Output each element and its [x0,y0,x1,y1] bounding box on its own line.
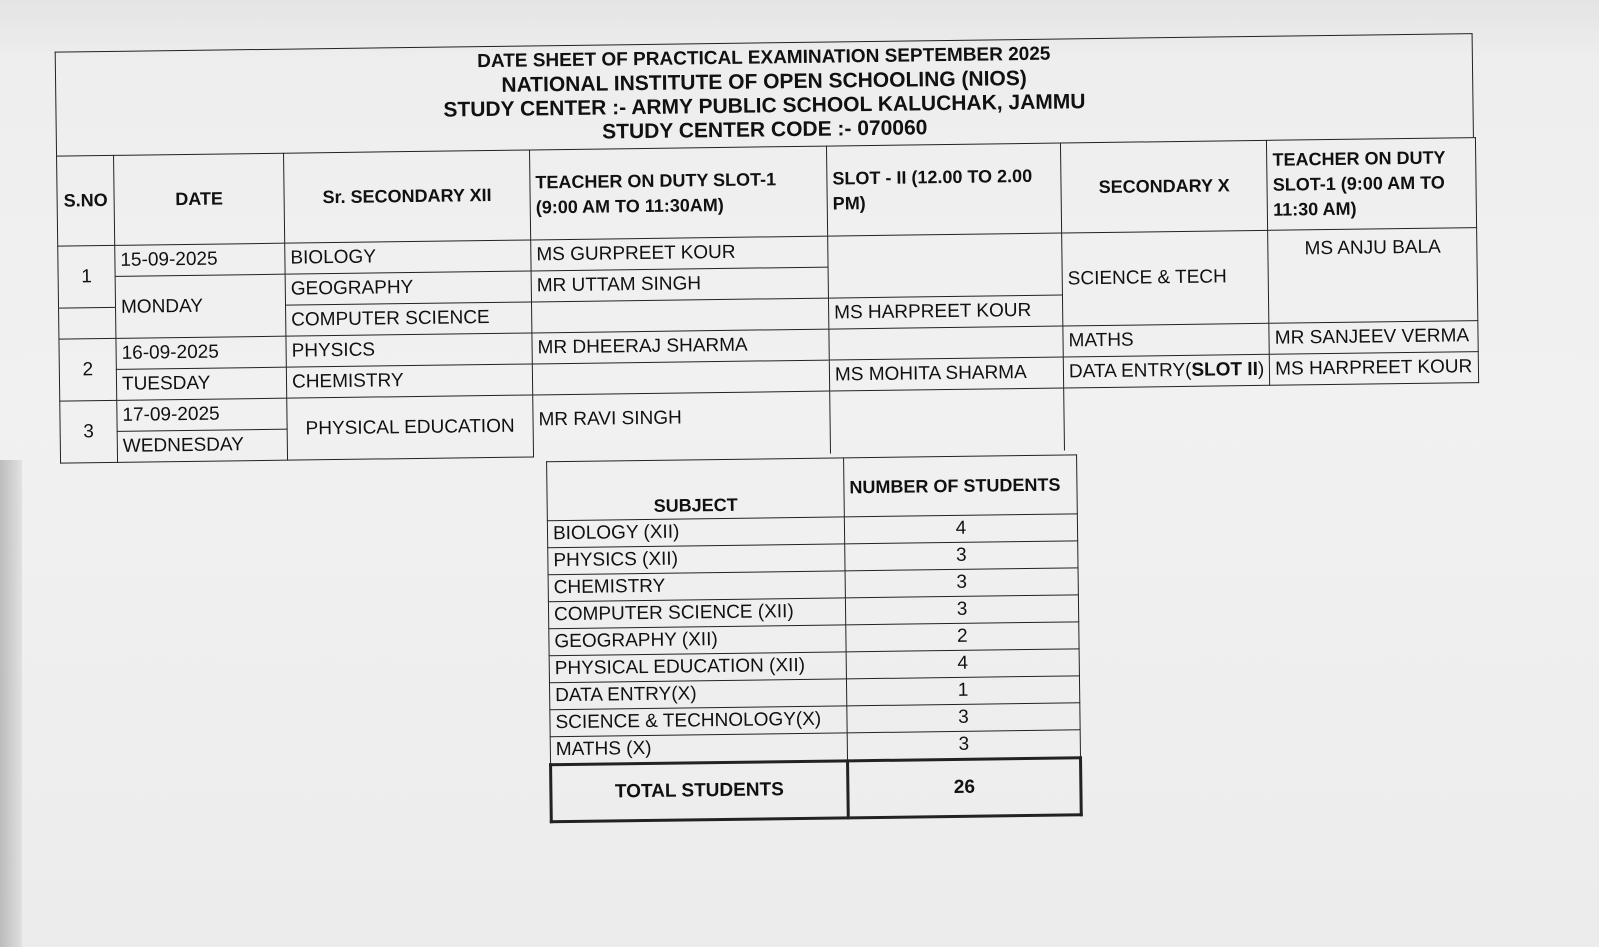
date-cell: 17-09-2025 [117,398,287,431]
secondary-teacher-cell: MS ANJU BALA [1268,228,1478,324]
subject-cell: PHYSICS [286,333,532,367]
slot2-cell [830,388,1065,453]
slot2-cell: MS MOHITA SHARMA [829,357,1063,391]
slot2-cell [828,233,1062,267]
secondary-subject-cell: MATHS [1063,323,1270,357]
data-entry-close: ) [1257,358,1265,380]
count-number-cell: 2 [846,622,1079,652]
col-sr-secondary: Sr. SECONDARY XII [284,150,531,243]
subject-cell: PHYSICAL EDUCATION [287,395,534,460]
header-institute: NATIONAL INSTITUTE OF OPEN SCHOOLING (NIOS) [501,66,1027,97]
sno-cell: 3 [60,400,118,463]
subject-cell: COMPUTER SCIENCE [286,302,532,336]
col-slot2: SLOT - II (12.00 TO 2.00 PM) [826,143,1061,236]
count-number-cell: 1 [846,676,1079,706]
weekday-cell: TUESDAY [116,367,286,400]
header-study-center: STUDY CENTER :- ARMY PUBLIC SCHOOL KALUCHAK, JAMMU [443,90,1086,122]
header-center-code: STUDY CENTER CODE :- 070060 [602,116,928,144]
count-col-subject: SUBJECT [547,458,845,521]
col-secondary: SECONDARY X [1060,140,1267,233]
teacher-cell: MS GURPREET KOUR [531,236,828,271]
sno-cell [59,307,116,339]
count-header-row [547,455,1078,521]
weekday-cell: MONDAY [115,274,286,338]
count-col-number: NUMBER OF STUDENTS [844,455,1078,517]
col-teacher-secondary: TEACHER ON DUTY SLOT-1 (9:00 AM TO 11:30 AM) [1267,138,1477,231]
count-subject-cell: DATA ENTRY(X) [549,679,846,710]
empty-cell [1064,385,1271,450]
total-row [551,758,1082,822]
count-number-cell: 3 [845,595,1078,625]
col-teacher-slot1: TEACHER ON DUTY SLOT-1 (9:00 AM TO 11:30AM) [530,146,828,240]
slot2-cell: MS HARPREET KOUR [828,295,1062,329]
count-subject-cell: CHEMISTRY [548,571,845,602]
secondary-subject-cell [1063,354,1270,388]
slot-ii-label: SLOT II [1191,358,1259,381]
subject-cell: BIOLOGY [285,240,531,274]
count-number-cell: 4 [844,514,1077,544]
count-number-cell: 4 [846,649,1079,679]
weekday-cell: WEDNESDAY [117,429,287,462]
date-sheet-document [30,0,1599,947]
count-subject-cell: MATHS (X) [550,733,847,765]
schedule-table [56,137,1480,464]
empty-cell [1270,383,1480,448]
data-entry-label: DATA ENTRY( [1068,359,1192,383]
total-value: 26 [848,758,1082,818]
col-date: DATE [114,153,285,245]
slot2-cell [828,264,1062,298]
count-subject-cell: SCIENCE & TECHNOLOGY(X) [550,706,847,737]
count-subject-cell: COMPUTER SCIENCE (XII) [548,598,845,629]
count-number-cell: 3 [845,541,1078,571]
count-number-cell: 3 [847,703,1080,733]
student-count-table [545,454,1083,823]
count-subject-cell: BIOLOGY (XII) [547,517,844,548]
count-number-cell: 3 [845,568,1078,598]
secondary-teacher-cell: MS HARPREET KOUR [1270,352,1479,386]
sno-cell: 2 [59,338,117,401]
count-subject-cell: PHYSICAL EDUCATION (XII) [549,652,846,683]
teacher-cell [531,298,828,333]
subject-cell: CHEMISTRY [286,364,532,398]
header-title: DATE SHEET OF PRACTICAL EXAMINATION SEPTEMBER 2025 [477,43,1051,73]
sno-cell: 1 [58,245,116,308]
count-subject-cell: PHYSICS (XII) [548,544,845,575]
document-header [55,33,1474,156]
total-label: TOTAL STUDENTS [551,761,849,822]
col-sno: S.NO [57,155,115,246]
subject-cell: GEOGRAPHY [285,271,531,305]
teacher-cell: MR UTTAM SINGH [531,267,828,302]
count-subject-cell: GEOGRAPHY (XII) [549,625,846,656]
count-number-cell: 3 [847,730,1080,761]
secondary-teacher-cell: MR SANJEEV VERMA [1269,321,1478,355]
date-cell: 15-09-2025 [115,243,285,276]
secondary-subject-cell: SCIENCE & TECH [1062,230,1269,326]
date-cell: 16-09-2025 [116,336,286,369]
teacher-cell: MR RAVI SINGH [533,391,831,457]
teacher-cell [532,360,829,395]
slot2-cell [829,326,1063,360]
page-shadow [0,460,22,947]
teacher-cell: MR DHEERAJ SHARMA [532,329,829,364]
